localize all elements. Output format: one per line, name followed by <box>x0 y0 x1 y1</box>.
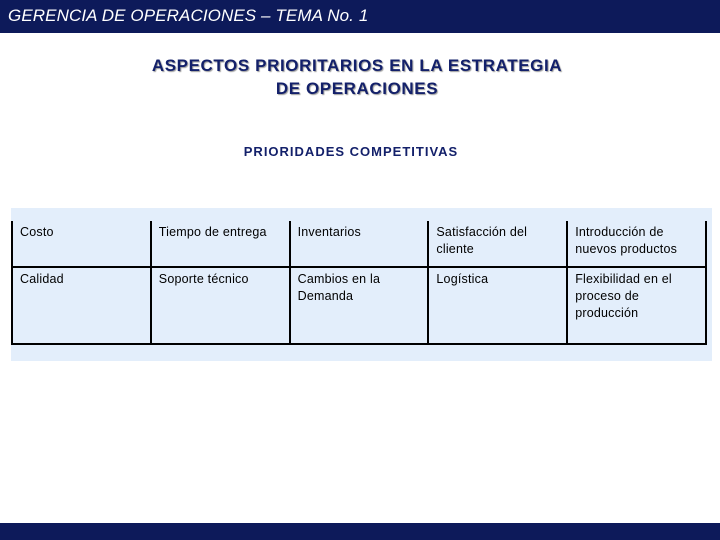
table-cell: Cambios en la Demanda <box>290 267 429 344</box>
table-cell: Logística <box>428 267 567 344</box>
table-cell: Flexibilidad en el proceso de producción <box>567 267 706 344</box>
header-bar <box>0 0 720 33</box>
table-cell: Inventarios <box>290 221 429 267</box>
section-subtitle: PRIORIDADES COMPETITIVAS <box>243 144 459 159</box>
table-row <box>12 267 706 344</box>
table-cell: Soporte técnico <box>151 267 290 344</box>
table-row <box>12 221 706 267</box>
page-title <box>0 54 714 100</box>
table-cell: Satisfacción del cliente <box>428 221 567 267</box>
table-cell: Tiempo de entrega <box>151 221 290 267</box>
table-cell: Introducción de nuevos productos <box>567 221 706 267</box>
page-title-line-2: DE OPERACIONES <box>275 79 439 98</box>
footer-bar <box>0 523 720 540</box>
page-title-line-1: ASPECTOS PRIORITARIOS EN LA ESTRATEGIA <box>151 56 563 75</box>
priorities-table <box>11 221 707 345</box>
table-cell: Costo <box>12 221 151 267</box>
table-cell: Calidad <box>12 267 151 344</box>
header-title: GERENCIA DE OPERACIONES – TEMA No. 1 <box>8 6 369 25</box>
